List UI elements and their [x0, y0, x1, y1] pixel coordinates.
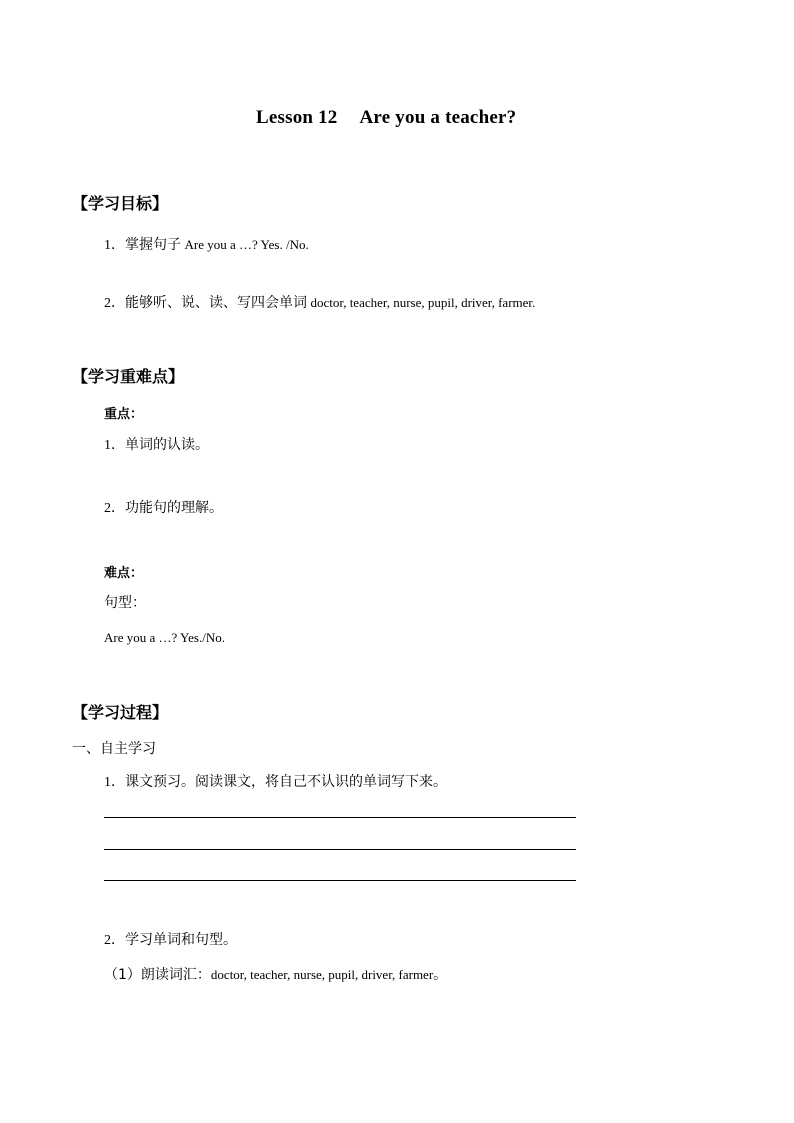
process-sub-item-1-end: 。 — [433, 967, 448, 983]
lesson-number: Lesson 12 — [256, 107, 338, 128]
focus-label: 重点： — [104, 407, 144, 422]
process-step-2 — [104, 929, 237, 949]
process-step-1-text: 课文预习。阅读课文，将自己不认识的单词写下来。 — [125, 774, 447, 790]
focus-item-2-number: 2． — [104, 501, 125, 516]
answer-line-1[interactable] — [104, 817, 576, 818]
lesson-question: Are you a teacher? — [359, 107, 517, 128]
focus-item-2 — [104, 497, 223, 517]
goal-item-1-english: Are you a …? Yes. /No. — [184, 237, 309, 252]
goal-item-1-number: 1． — [104, 238, 125, 253]
process-step-1 — [104, 771, 447, 791]
answer-line-3[interactable] — [104, 880, 576, 881]
focus-item-1-text: 单词的认读。 — [125, 437, 209, 453]
goal-item-1-text: 掌握句子 — [125, 237, 181, 253]
process-part-1: 一、自主学习 — [72, 741, 156, 757]
goals-heading: 【学习目标】 — [72, 194, 169, 213]
goal-item-1 — [104, 234, 309, 254]
process-heading: 【学习过程】 — [72, 703, 169, 722]
goal-item-2-number: 2． — [104, 296, 125, 311]
process-sub-item-1 — [104, 964, 447, 984]
process-step-2-text: 学习单词和句型。 — [125, 932, 237, 948]
process-step-1-number: 1． — [104, 775, 125, 790]
difficulty-label: 难点： — [104, 566, 144, 581]
focus-item-1 — [104, 434, 209, 454]
page-title — [256, 107, 516, 129]
process-sub-item-1-number: （1） — [104, 967, 141, 983]
focus-item-1-number: 1． — [104, 438, 125, 453]
goal-item-2 — [104, 292, 535, 312]
key-points-heading: 【学习重难点】 — [72, 367, 185, 386]
process-sub-item-1-english: doctor, teacher, nurse, pupil, driver, farmer — [210, 967, 434, 982]
pattern-label: 句型： — [104, 595, 146, 611]
process-step-2-number: 2． — [104, 933, 125, 948]
answer-line-2[interactable] — [104, 849, 576, 850]
goal-item-2-text: 能够听、说、读、写四会单词 — [125, 295, 307, 311]
pattern-text: Are you a …? Yes./No. — [104, 630, 225, 645]
process-sub-item-1-text: 朗读词汇： — [140, 967, 211, 983]
goal-item-2-english: doctor, teacher, nurse, pupil, driver, farmer. — [310, 295, 536, 310]
focus-item-2-text: 功能句的理解。 — [125, 500, 223, 516]
